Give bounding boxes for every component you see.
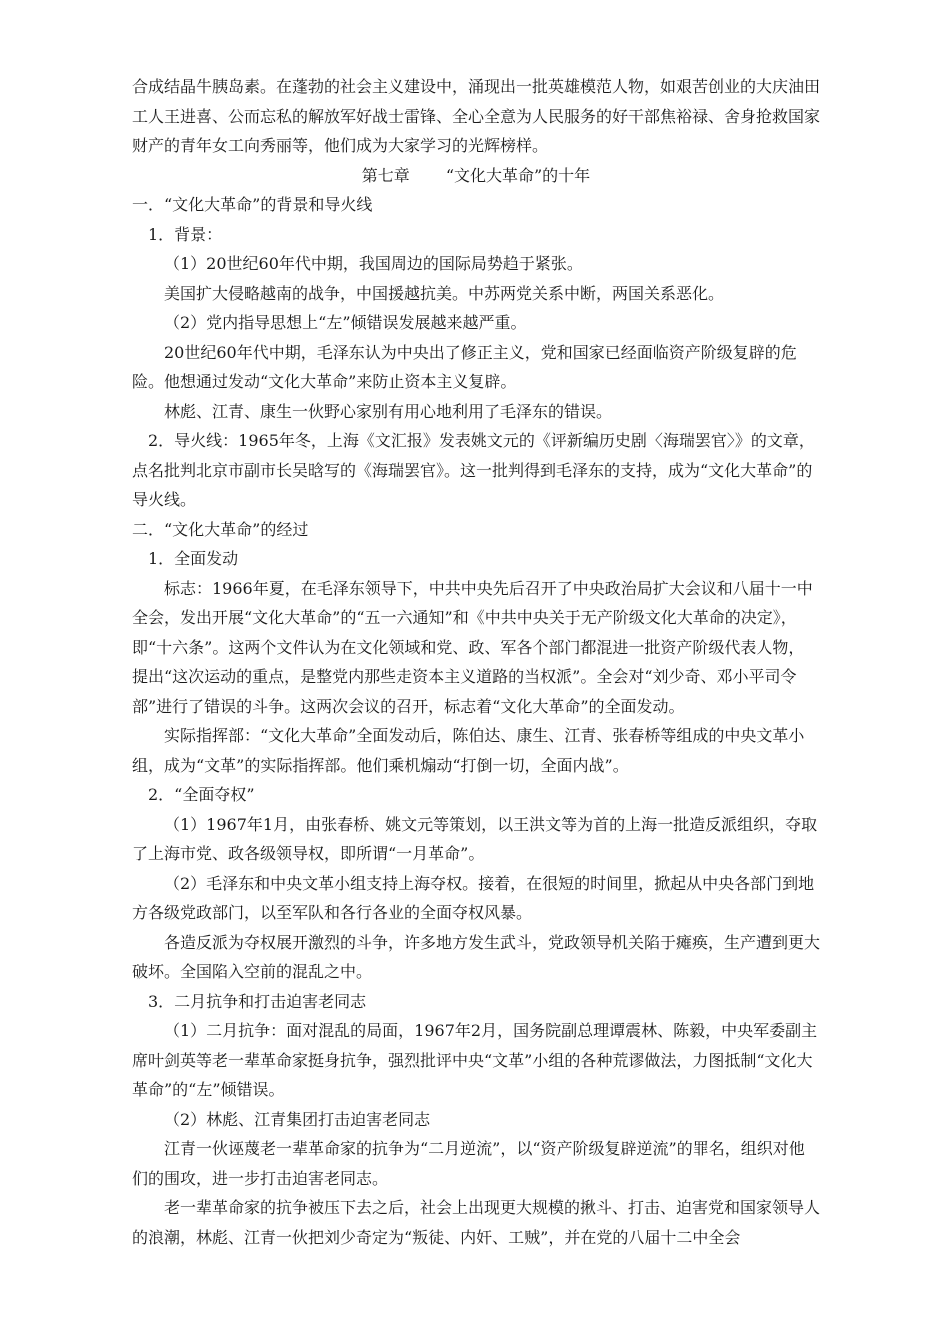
paragraph: 林彪、江青、康生一伙野心家别有用心地利用了毛泽东的错误。 [164,401,613,421]
paragraph: 老一辈革命家的抗争被压下去之后，社会上出现更大规模的揪斗、打击、迫害党和国家领导人的浪潮，林彪、江青一伙把刘少奇定为“叛徒、内奸、工贼”，并在党的八届十二中全会 [132,1198,821,1247]
subsection-label-background: 1．背景： [148,224,223,244]
paragraph: （2）林彪、江青集团打击迫害老同志 [164,1109,431,1129]
section-heading-1: 一．“文化大革命”的背景和导火线 [132,195,373,214]
intro-paragraph: 合成结晶牛胰岛素。在蓬勃的社会主义建设中，涌现出一批英雄模范人物，如艰苦创业的大庆油田工人王进喜、公而忘私的解放军好战士雷锋、全心全意为人民服务的好干部焦裕禄、舍身抢救国家财产的青年女工向秀丽等，他们成为大家学习的光辉榜样。 [132,77,821,155]
chapter-title: “文化大革命”的十年 [445,165,591,185]
document-body [132,72,820,1252]
paragraph: 各造反派为夺权展开激烈的斗争，许多地方发生武斗，党政领导机关陷于瘫痪，生产遭到更大破坏。全国陷入空前的混乱之中。 [132,932,821,981]
subsection-label-launch: 1．全面发动 [148,549,239,568]
section-heading-2: 二．“文化大革命”的经过 [132,519,309,539]
paragraph: 20世纪60年代中期，毛泽东认为中央出了修正主义，党和国家已经面临资产阶级复辟的危险。他想通过发动“文化大革命”来防止资本主义复辟。 [132,342,797,391]
chapter-heading [132,161,820,191]
paragraph: 实际指挥部：“文化大革命”全面发动后，陈伯达、康生、江青、张春桥等组成的中央文革小组，成为“文革”的实际指挥部。他们乘机煽动“打倒一切，全面内战”。 [132,726,805,775]
paragraph: 标志：1966年夏，在毛泽东领导下，中共中央先后召开了中央政治局扩大会议和八届十一中全会，发出开展“文化大革命”的“五一六通知”和《中共中央关于无产阶级文化大革命的决定》，即“十六条”。这两个文件认为在文化领域和党、政、军各个部门都混进一批资产阶级代表人物，提出“这次运动的重点，是整党内那些走资本主义道路的当权派”。全会对“刘少奇、邓小平司令部”进行了错误的斗争。这两次会议的召开，标志着“文化大革命”的全面发动。 [132,578,813,716]
paragraph: （2）毛泽东和中央文革小组支持上海夺权。接着，在很短的时间里，掀起从中央各部门到地方各级党政部门，以至军队和各行各业的全面夺权风暴。 [132,873,815,922]
paragraph: （1）二月抗争：面对混乱的局面，1967年2月，国务院副总理谭震林、陈毅，中央军委副主席叶剑英等老一辈革命家挺身抗争，强烈批评中央“文革”小组的各种荒谬做法，力图抵制“文化大革命”的“左”倾错误。 [132,1021,818,1099]
paragraph: （1）1967年1月，由张春桥、姚文元等策划，以王洪文等为首的上海一批造反派组织，夺取了上海市党、政各级领导权，即所谓“一月革命”。 [132,814,818,863]
subsection-label-seize-power: 2．“全面夺权” [148,785,255,804]
paragraph-fuse: 2．导火线：1965年冬，上海《文汇报》发表姚文元的《评新编历史剧〈海瑞罢官〉》的文章，点名批判北京市副市长吴晗写的《海瑞罢官》。这一批判得到毛泽东的支持，成为“文化大革命”的导火线。 [132,431,815,509]
paragraph: （2）党内指导思想上“左”倾错误发展越来越严重。 [164,313,527,332]
paragraph: 美国扩大侵略越南的战争，中国援越抗美。中苏两党关系中断，两国关系恶化。 [164,283,725,303]
paragraph: （1）20世纪60年代中期，我国周边的国际局势趋于紧张。 [164,254,583,273]
paragraph: 江青一伙诬蔑老一辈革命家的抗争为“二月逆流”，以“资产阶级复辟逆流”的罪名，组织对他们的围攻，进一步打击迫害老同志。 [132,1139,805,1188]
subsection-label-february: 3．二月抗争和打击迫害老同志 [148,991,367,1011]
chapter-number: 第七章 [361,165,410,185]
